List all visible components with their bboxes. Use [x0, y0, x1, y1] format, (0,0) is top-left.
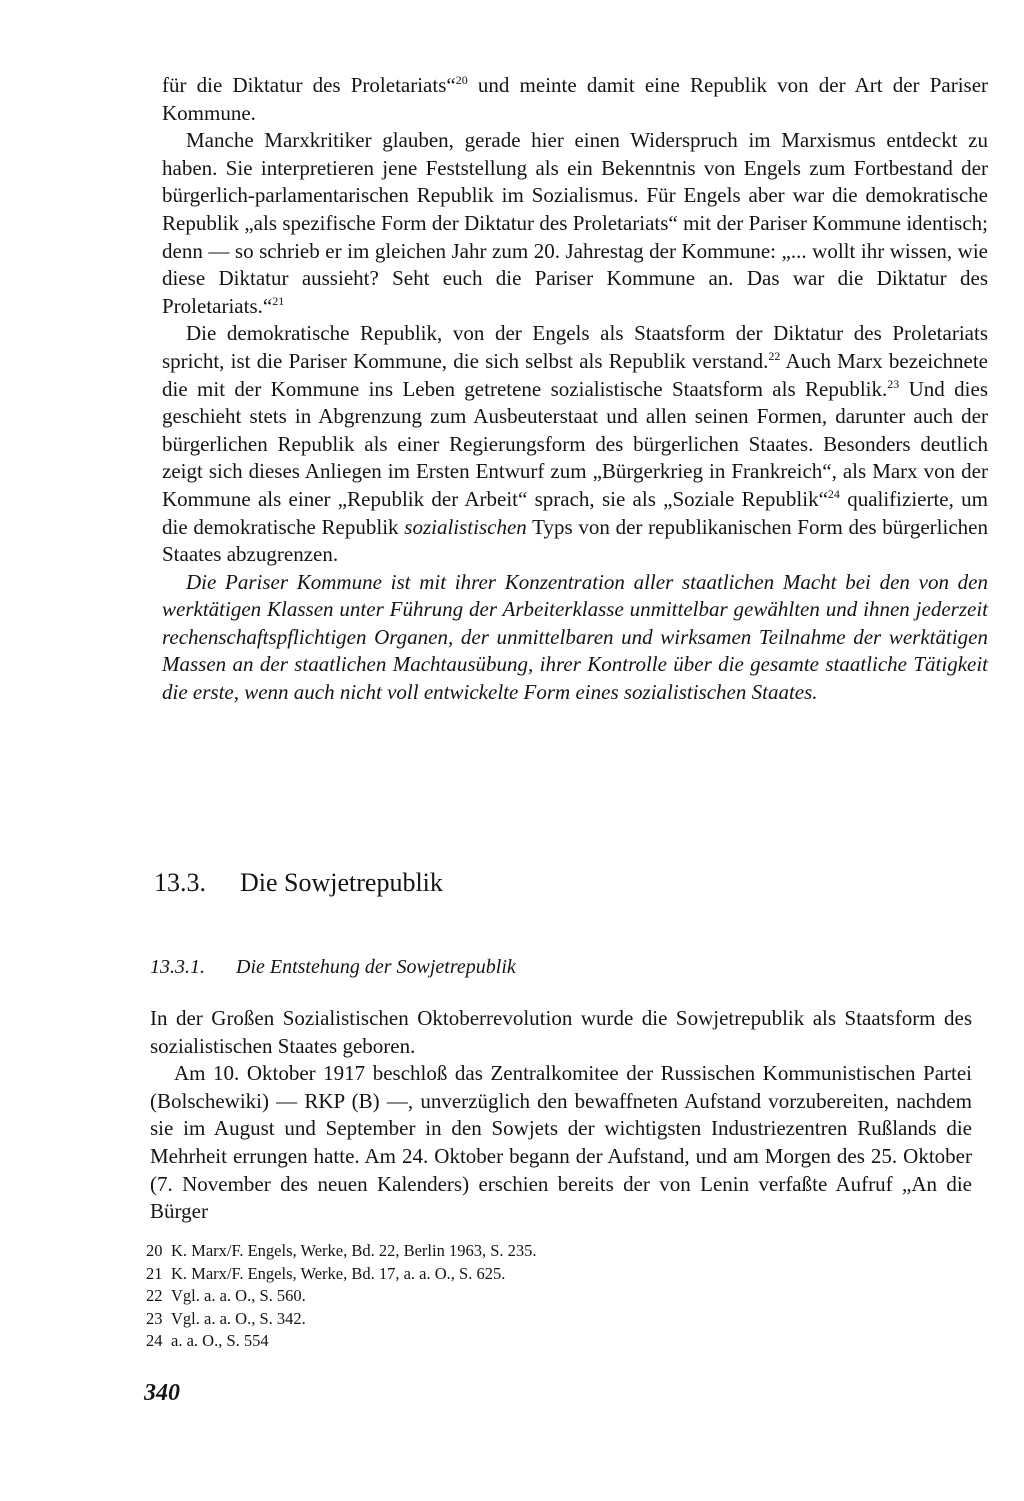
section-number: 13.3.	[154, 868, 206, 897]
subsection-heading	[150, 953, 516, 981]
body-text-top	[162, 72, 988, 707]
paragraph: Am 10. Oktober 1917 beschloß das Zentralkomitee der Russischen Kommunistischen Partei (Bolschewiki) — RKP (B) —, unverzüglich den bewaffneten Aufstand vorzubereiten, nachdem sie im August und September in den Sowjets der wichtigsten Industriezentren Rußlands die Mehrheit errungen hatte. Am 24. Oktober begann der Aufstand, und am Morgen des 25. Oktober (7. November des neuen Kalenders) erschien bereits der von Lenin verfaßte Aufruf „An die Bürger	[150, 1061, 972, 1224]
footnote: 21 K. Marx/F. Engels, Werke, Bd. 17, a. a. O., S. 625.	[146, 1263, 506, 1283]
footnotes	[146, 1240, 846, 1353]
paragraph: Die demokratische Republik, von der Engels als Staatsform der Diktatur des Proletariats spricht, ist die Pariser Kommune, die sich selbst als Republik verstand.$^{22}$ Auch Marx bezeichnete die mit der Kommune ins Leben getretene sozialistische Staatsform als Republik.$^{23}$ Und dies geschieht stets in Abgrenzung zum Ausbeuterstaat und allen seinen Formen, darunter auch der bürgerlichen Republik als einer Regierungsform des bürgerlichen Staates. Besonders deutlich zeigt sich dieses Anliegen im Ersten Entwurf zum „Bürgerkrieg in Frankreich“, als Marx von der Kommune als einer „Republik der Arbeit“ sprach, sie als „Soziale Republik“$^{24}$ qualifizierte, um die demokratische Republik sozialistischen Typs von der republikanischen Form des bürgerlichen Staates abzugrenzen.	[162, 321, 989, 567]
footnote-ref: 21	[272, 293, 285, 308]
footnote: 23 Vgl. a. a. O., S. 342.	[146, 1308, 306, 1328]
subsection-number: 13.3.1.	[150, 956, 205, 978]
page-number: 340	[144, 1380, 180, 1406]
footnote: 20 K. Marx/F. Engels, Werke, Bd. 22, Berlin 1963, S. 235.	[146, 1241, 537, 1260]
footnote-ref: 23	[887, 376, 900, 391]
subsection-title: Die Entstehung der Sowjetrepublik	[236, 956, 516, 978]
emphasized-paragraph: Die Pariser Kommune ist mit ihrer Konzentration aller staatlichen Macht bei den von den werktätigen Klassen unter Führung der Arbeiterklasse unmittelbar gewählten und ihnen jederzeit rechenschaftspflichtigen Organen, der unmittelbaren und wirksamen Teilnahme der werktätigen Massen an der staatlichen Machtausübung, ihrer Kontrolle über die gesamte staatliche Tätigkeit die erste, wenn auch nicht voll entwickelte Form eines sozialistischen Staates.	[162, 569, 988, 705]
footnote: 22 Vgl. a. a. O., S. 560.	[146, 1286, 306, 1305]
body-text-bottom	[150, 1005, 972, 1226]
section-title: Die Sowjetrepublik	[240, 868, 443, 897]
section-heading	[154, 866, 443, 900]
footnote: 24 a. a. O., S. 554	[146, 1331, 269, 1350]
footnote-ref: 20	[455, 73, 468, 87]
footnote-ref: 24	[827, 486, 840, 501]
footnote-ref: 22	[768, 348, 781, 363]
paragraph: Manche Marxkritiker glauben, gerade hier einen Widerspruch im Marxismus entdeckt zu haben. Sie interpretieren jene Feststellung als ein Bekenntnis von Engels zum Fortbestand der bürgerlich-parlamentarischen Republik im Sozialismus. Für Engels aber war die demokratische Republik „als spezifische Form der Diktatur des Proletariats“ mit der Pariser Kommune identisch; denn — so schrieb er im gleichen Jahr zum 20. Jahrestag der Kommune: „... wollt ihr wissen, wie diese Diktatur aussieht? Seht euch die Pariser Kommune an. Das war die Diktatur des Proletariats.“$^{21}$	[162, 128, 988, 318]
paragraph: für die Diktatur des Proletariats“$^{20}$ und meinte damit eine Republik von der Art der Pariser Kommune.	[162, 73, 989, 125]
paragraph: In der Großen Sozialistischen Oktoberrevolution wurde die Sowjetrepublik als Staatsform des sozialistischen Staates geboren.	[150, 1006, 972, 1058]
